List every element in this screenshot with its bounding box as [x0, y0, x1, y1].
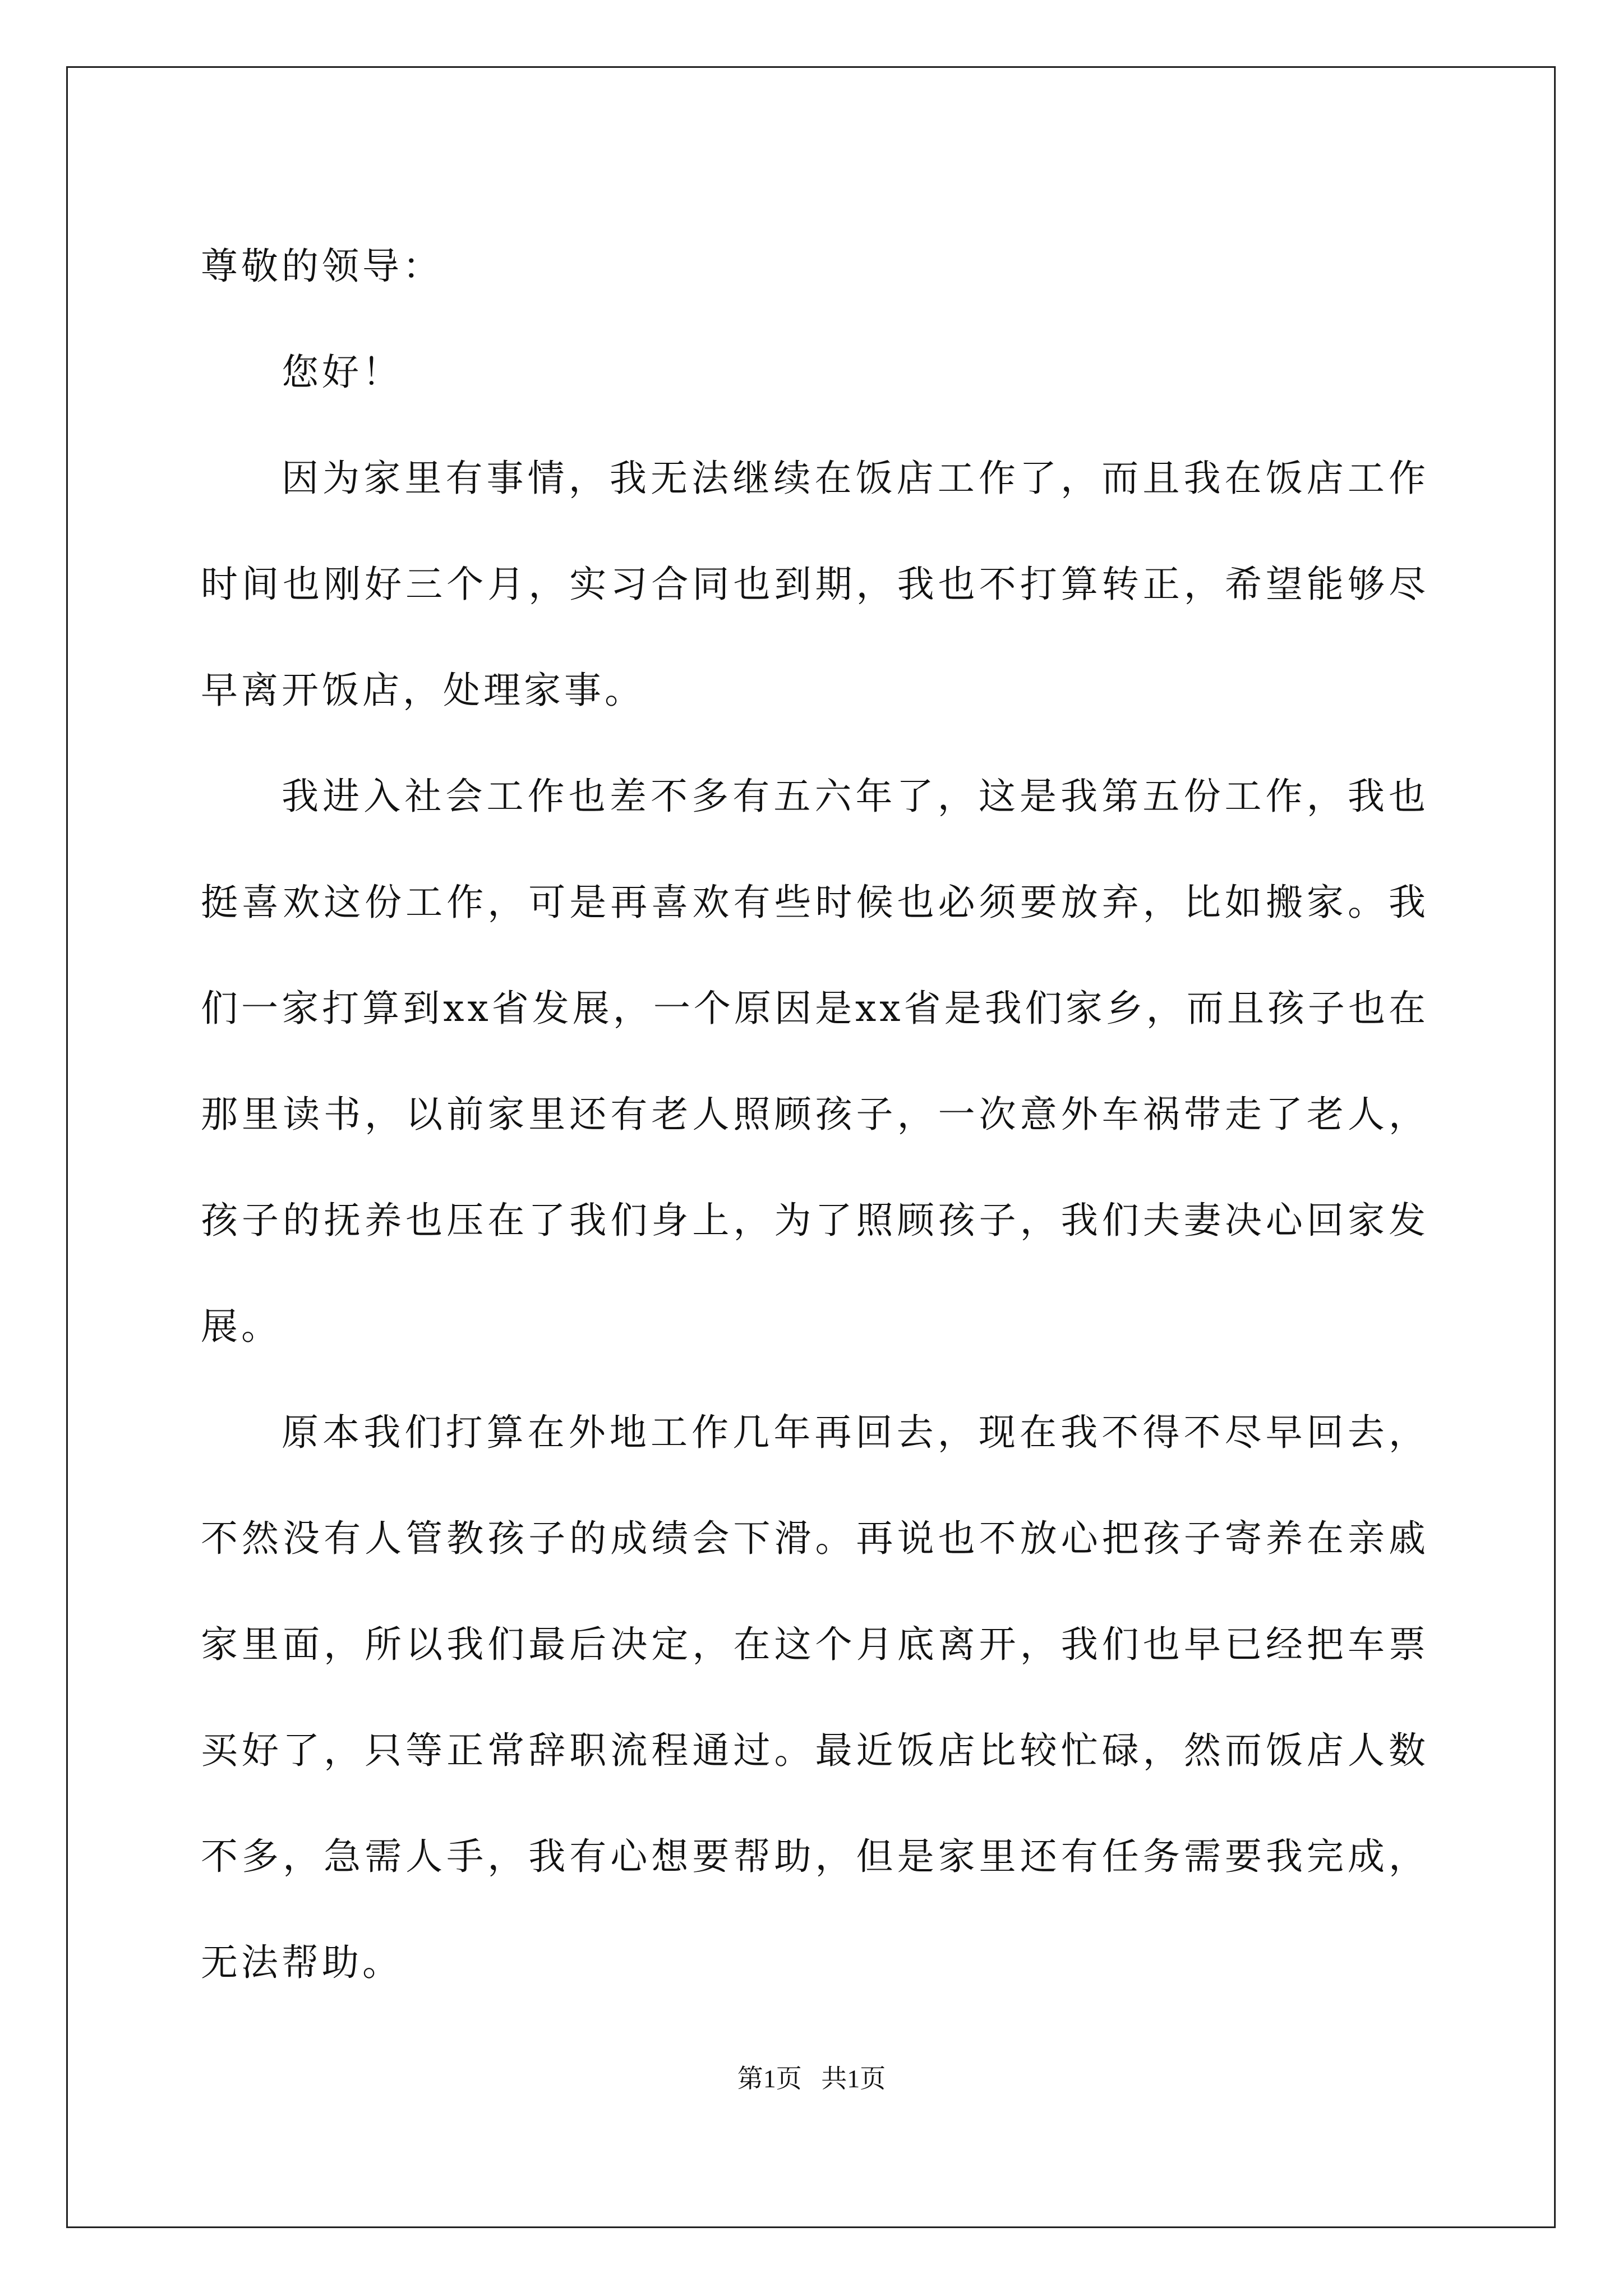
paragraph-3: 原本我们打算在外地工作几年再回去，现在我不得不尽早回去，不然没有人管教孩子的成绩会下滑。再说也不放心把孩子寄养在亲戚家里面，所以我们最后决定，在这个月底离开，我们也早已经把车票买好了，只等正常辞职流程通过。最近饭店比较忙碌，然而饭店人数不多，急需人手，我有心想要帮助，但是家里还有任务需要我完成，无法帮助。: [201, 1411, 1429, 1984]
page-number-total: 共1页: [821, 2064, 886, 2093]
greeting: 您好！: [282, 351, 403, 394]
paragraph-1: 因为家里有事情，我无法继续在饭店工作了，而且我在饭店工作时间也刚好三个月，实习合同也到期，我也不打算转正，希望能够尽早离开饭店，处理家事。: [201, 457, 1429, 712]
salutation: 尊敬的领导：: [201, 245, 443, 288]
letter-body: [201, 213, 1429, 2016]
paragraph-2: 我进入社会工作也差不多有五六年了，这是我第五份工作，我也挺喜欢这份工作，可是再喜欢有些时候也必须要放弃，比如搬家。我们一家打算到xx省发展，一个原因是xx省是我们家乡，而且孩子也在那里读书，以前家里还有老人照顾孩子，一次意外车祸带走了老人，孩子的抚养也压在了我们身上，为了照顾孩子，我们夫妻决心回家发展。: [201, 775, 1429, 1348]
page-number-current: 第1页: [737, 2064, 802, 2093]
page-footer: [0, 2062, 1623, 2096]
